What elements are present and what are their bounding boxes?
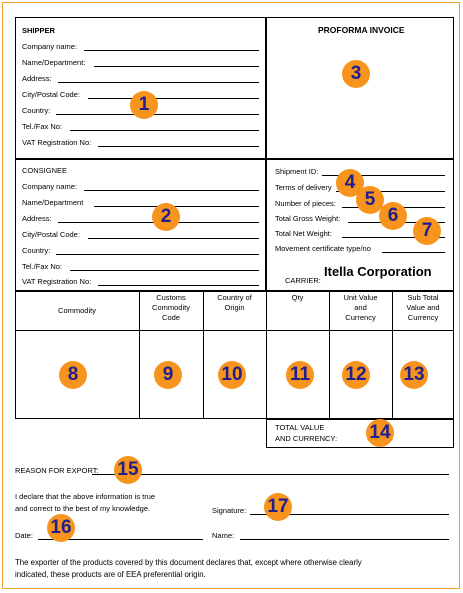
header-country-origin (203, 293, 266, 313)
declaration-line1: I declare that the above information is true (15, 492, 156, 501)
header-commodity (15, 306, 139, 316)
marker-16: 16 (47, 514, 75, 542)
consignee-city-field[interactable] (88, 238, 259, 239)
consignee-city-label: City/Postal Code: (22, 230, 80, 239)
header-commodity-text: Commodity (58, 306, 96, 315)
consignee-address-label: Address: (22, 214, 52, 223)
header-qty (266, 293, 329, 303)
net-weight-label: Total Net Weight: (275, 229, 332, 238)
header-unit-line2: and (354, 303, 367, 312)
header-qty-text: Qty (291, 293, 304, 302)
shipper-city-label: City/Postal Code: (22, 90, 80, 99)
consignee-tel-label: Tel./Fax No: (22, 262, 63, 271)
shipper-address-label: Address: (22, 74, 52, 83)
carrier-name: Itella Corporation (324, 264, 432, 279)
header-country-line2: Origin (224, 303, 245, 312)
header-unit-line1: Unit Value (343, 293, 378, 302)
movement-cert-field[interactable] (382, 252, 445, 253)
marker-13: 13 (400, 361, 428, 389)
header-customs-line3: Code (162, 313, 180, 322)
footer-line1: The exporter of the products covered by this document declares that, except where otherwise clearly (15, 558, 362, 567)
shipper-country-field[interactable] (56, 114, 259, 115)
date-label: Date: (15, 531, 33, 540)
consignee-company-label: Company name: (22, 182, 78, 191)
declaration-line2: and correct to the best of my knowledge. (15, 504, 151, 513)
marker-6: 6 (379, 202, 407, 230)
proforma-title: PROFORMA INVOICE (318, 25, 405, 35)
carrier-label: CARRIER: (285, 276, 321, 285)
consignee-country-field[interactable] (56, 254, 259, 255)
marker-5: 5 (356, 186, 384, 214)
consignee-country-label: Country: (22, 246, 51, 255)
signature-label: Signature: (212, 506, 247, 515)
marker-11: 11 (286, 361, 314, 389)
header-subtotal (392, 293, 454, 323)
name-label: Name: (212, 531, 235, 540)
marker-8: 8 (59, 361, 87, 389)
marker-10: 10 (218, 361, 246, 389)
header-customs-code (139, 293, 203, 323)
shipper-company-field[interactable] (84, 50, 259, 51)
marker-3: 3 (342, 60, 370, 88)
marker-2: 2 (152, 203, 180, 231)
shipper-address-field[interactable] (58, 82, 259, 83)
reason-label: REASON FOR EXPORT: (15, 466, 99, 475)
name-field[interactable] (240, 539, 449, 540)
marker-9: 9 (154, 361, 182, 389)
consignee-vat-label: VAT Registration No: (22, 277, 92, 286)
total-value-line1: TOTAL VALUE (275, 423, 325, 432)
consignee-tel-field[interactable] (70, 270, 259, 271)
shipper-vat-label: VAT Registration No: (22, 138, 92, 147)
total-value-line2: AND CURRENCY: (275, 434, 338, 443)
marker-12: 12 (342, 361, 370, 389)
marker-7: 7 (413, 217, 441, 245)
marker-4: 4 (336, 169, 364, 197)
movement-cert-label: Movement certificate type/no (275, 244, 371, 253)
pieces-label: Number of pieces: (275, 199, 336, 208)
marker-15: 15 (114, 456, 142, 484)
header-country-line1: Country of (217, 293, 252, 302)
shipment-id-label: Shipment ID: (275, 167, 319, 176)
proforma-box (266, 17, 454, 159)
consignee-company-field[interactable] (84, 190, 259, 191)
header-unit-value (329, 293, 392, 323)
consignee-vat-field[interactable] (98, 285, 259, 286)
shipper-name-field[interactable] (94, 66, 259, 67)
gross-weight-label: Total Gross Weight: (275, 214, 341, 223)
header-unit-line3: Currency (345, 313, 376, 322)
shipper-company-label: Company name: (22, 42, 78, 51)
header-customs-line2: Commodity (152, 303, 190, 312)
shipper-heading: SHIPPER (22, 26, 55, 35)
reason-field[interactable] (92, 474, 449, 475)
header-subtotal-line3: Currency (407, 313, 439, 322)
marker-14: 14 (366, 419, 394, 447)
terms-label: Terms of delivery (275, 183, 332, 192)
footer-line2: indicated, these products are of EEA preferential origin. (15, 570, 206, 579)
header-subtotal-line2: Value and (406, 303, 440, 312)
consignee-box (15, 159, 266, 291)
shipper-country-label: Country: (22, 106, 51, 115)
header-customs-line1: Customs (156, 293, 186, 302)
shipper-city-field[interactable] (88, 98, 259, 99)
shipper-vat-field[interactable] (98, 146, 259, 147)
shipper-tel-label: Tel./Fax No: (22, 122, 63, 131)
consignee-name-label: Name/Department (22, 198, 84, 207)
header-subtotal-line1: Sub Total (407, 293, 439, 302)
shipper-name-label: Name/Department: (22, 58, 86, 67)
marker-17: 17 (264, 493, 292, 521)
consignee-heading: CONSIGNEE (22, 166, 68, 175)
shipper-tel-field[interactable] (70, 130, 259, 131)
marker-1: 1 (130, 91, 158, 119)
